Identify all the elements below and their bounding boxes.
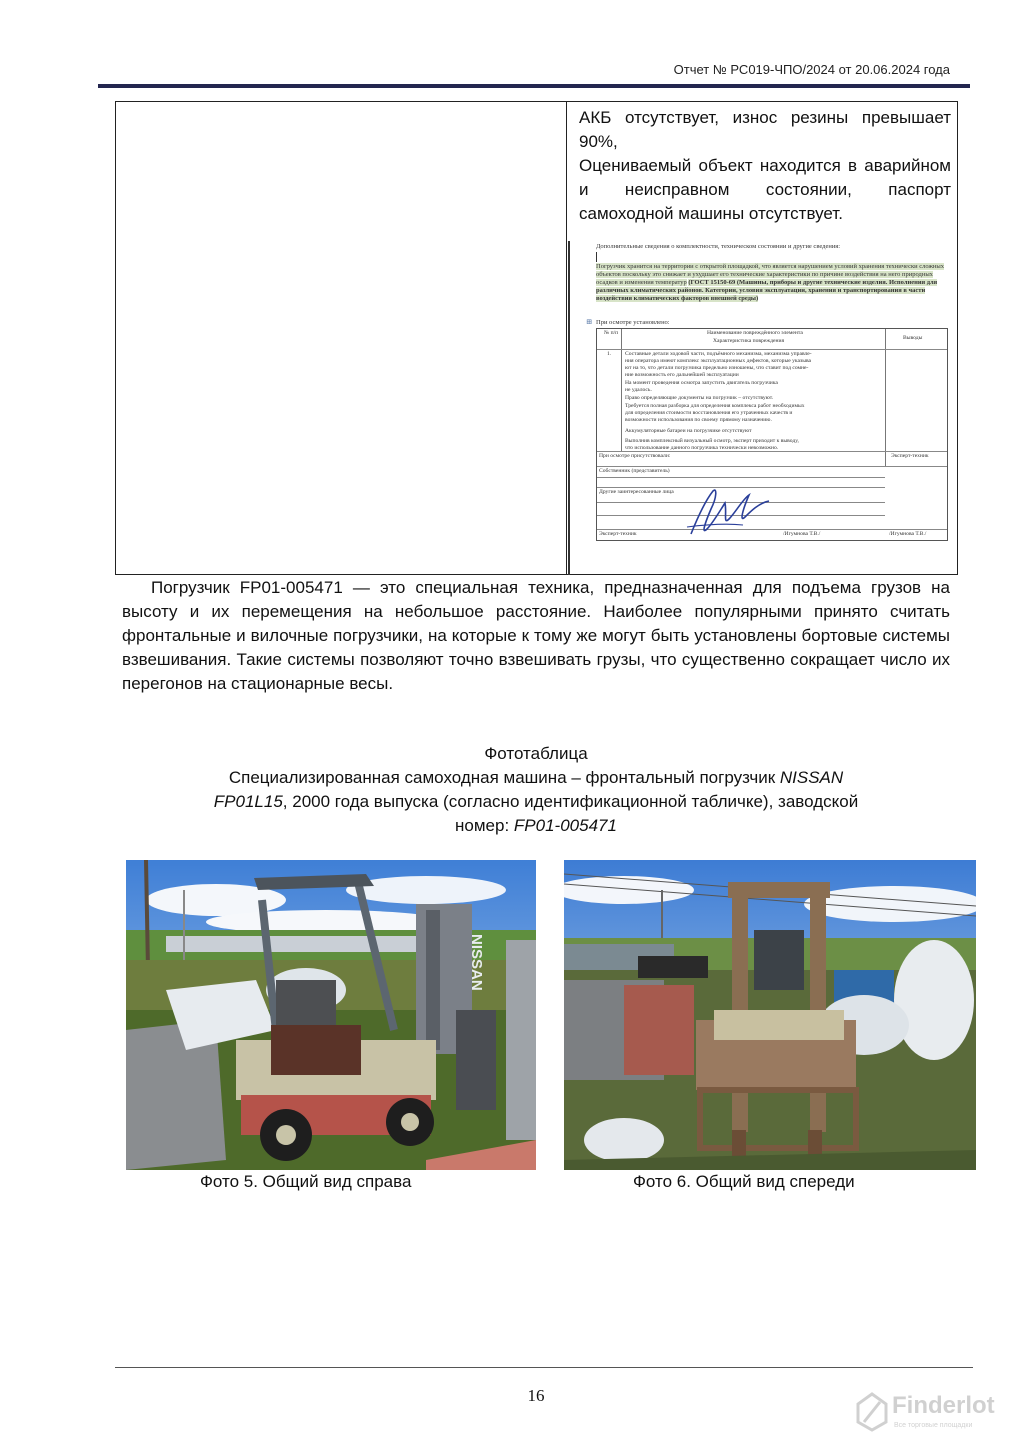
expert-label-bottom: Эксперт-техник (599, 531, 637, 537)
scan-inspect-label: При осмотре установлено: (596, 319, 670, 326)
scan-info-block (596, 243, 946, 303)
scan-damage-table (596, 328, 948, 541)
damage-line: Требуется полная разборка для определения комплекса работ необходимых (625, 403, 805, 409)
photo-table-line-4: номер: FP01-005471 (455, 816, 617, 835)
watermark-tagline: Все торговые площадки (894, 1422, 973, 1429)
photo-table-line-3: FP01L15, 2000 года выпуска (согласно идентификационной табличке), заводской (213, 792, 859, 811)
expert-label-right: Эксперт-техник (891, 453, 929, 459)
expert-signature (683, 479, 773, 541)
scan-info-gost: (ГОСТ 15150-69 (Машины, приборы и другие технические изделия. Исполнения для различных климатических районов. Категории, условия эксплуатации, хранения и транспортирования в части воздействия климатических факторов внешней среды) (596, 279, 938, 302)
row-number: 1. (607, 351, 612, 357)
table-move-handle-icon: ⊞ (586, 318, 592, 326)
expert-name: /Игумнова Т.В./ (783, 531, 821, 537)
col-name-header: Наименование повреждённого элемента (707, 330, 803, 336)
present-label: При осмотре присутствовали: (599, 453, 671, 459)
scanned-inspection-act (568, 241, 957, 575)
photo-table-title: Фототаблица (484, 744, 588, 763)
finderlot-watermark (856, 1392, 1016, 1438)
watermark-name: Finderlot (892, 1392, 995, 1419)
damage-line: Составные детали ходовой части, подъёмного механизма, механизма управле- (625, 351, 812, 357)
damage-line: ния оператора имеют комплекс эксплуатационных дефектов, которые указыва (625, 358, 812, 364)
damage-line: Право определяющие документы на погрузчик – отсутствуют. (625, 395, 774, 401)
header-rule (98, 84, 970, 88)
report-header: Отчет № РС019-ЧПО/2024 от 20.06.2024 года (673, 62, 950, 77)
footer-rule (115, 1367, 973, 1368)
expert-name-right: /Игумнова Т.В./ (889, 531, 927, 537)
damage-line: Аккумуляторные батареи на погрузчике отсутствуют (625, 428, 752, 434)
table-left-cell (116, 102, 567, 574)
damage-line: ние возможность его дальнейшей эксплуатации (625, 372, 739, 378)
damage-line: возможности использования по своему прямому назначению. (625, 417, 772, 423)
photo-front-view (564, 860, 976, 1170)
scan-info-label: Дополнительные сведения о комплектности, техническом состоянии и другие сведения: (596, 243, 841, 250)
damage-line: ют на то, что детали погрузчика предельно изношены, что ставит под сомне- (625, 365, 809, 371)
photo-caption-side-view: Фото 5. Общий вид справа (200, 1172, 412, 1191)
photo-table-line-2: Специализированная самоходная машина – фронтальный погрузчик NISSAN (228, 768, 844, 787)
damage-line: На момент проведения осмотра запустить двигатель погрузчика (625, 380, 778, 386)
damage-line: не удалось. (625, 387, 652, 393)
damage-line: для определения стоимости восстановления его утраченных качеств и (625, 410, 793, 416)
col-damage-header: Характеристика повреждения (713, 338, 785, 344)
mast-brand-text: NISSAN (468, 934, 485, 991)
loader-description-paragraph: Погрузчик FP01-005471 — это специальная техника, предназначенная для подъема грузов на высоту и их перемещения на небольшое расстояние. Наиболее популярными принято считать фронтальные и вилочные погрузчики, на которые к тому же могут быть установлены бортовые системы взвешивания. Такие системы позволяют точно взвешивать грузы, что существенно сокращает число их перегонов на стационарные весы. (122, 578, 950, 693)
damage-line: Выполнив комплексный визуальный осмотр, эксперт приходит к выводу, (625, 438, 799, 444)
owner-label: Собственник (представитель) (599, 468, 670, 474)
others-label: Другие заинтересованные лица (599, 489, 674, 495)
finderlot-logo-icon (856, 1392, 888, 1432)
col-conclusions-header: Выводы (903, 335, 923, 341)
photo-table-heading (120, 742, 952, 838)
damage-line: что использование данного погрузчика технически невозможно. (625, 445, 779, 451)
battery-tires-note: АКБ отсутствует, износ резины превышает 90%, (579, 108, 951, 151)
photo-caption-front-view: Фото 6. Общий вид спереди (633, 1172, 855, 1191)
scan-info-text: Погрузчик хранится на территории с открытой площадкой, что является нарушением условий хранения технически сложных объектов поскольку это снижает и ухудшает его технические характеристики по причине воздействия на него природных осадков и изменения температур (596, 263, 945, 286)
condition-note: Оцениваемый объект находится в аварийном и неисправном состоянии, паспорт самоходной машины отсутствует. (579, 156, 951, 223)
photo-side-view (126, 860, 536, 1170)
page-number: 16 (527, 1386, 545, 1405)
table-right-cell-text (579, 106, 951, 226)
inspection-table (115, 101, 958, 575)
col-no-header: № п/п (603, 330, 619, 336)
